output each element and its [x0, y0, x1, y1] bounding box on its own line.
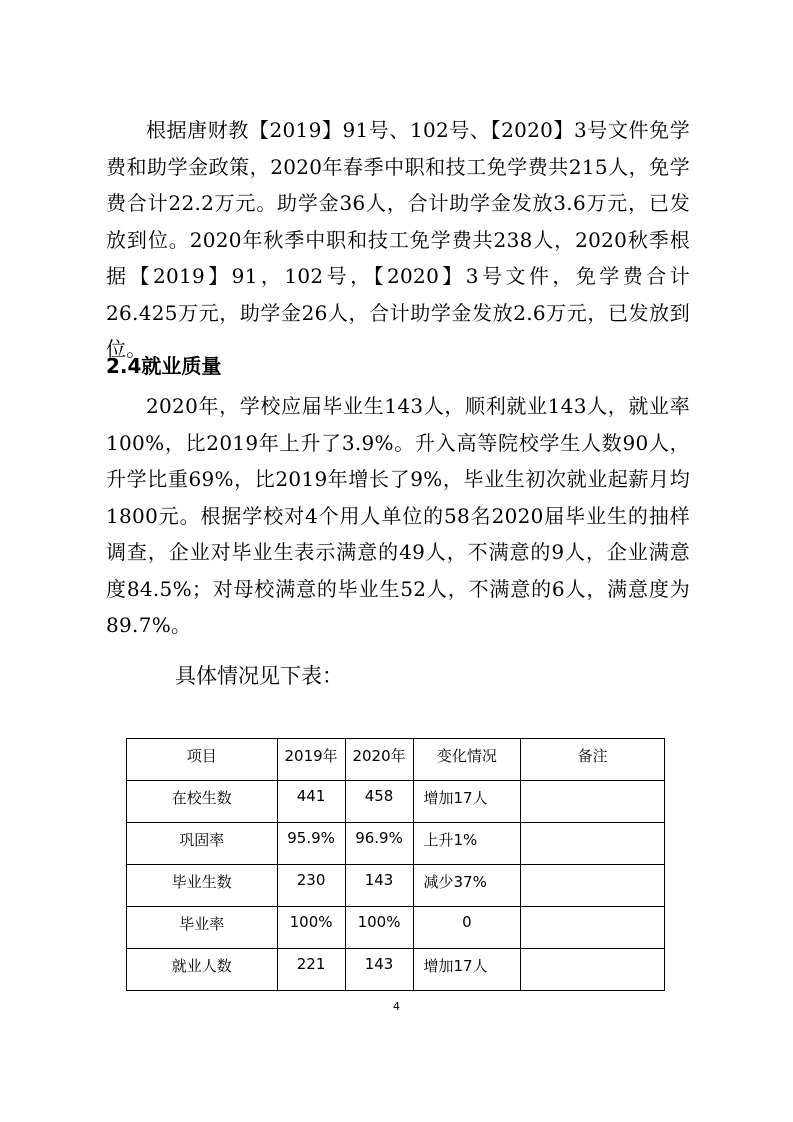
- cell-remarks: [521, 907, 665, 949]
- funding-paragraph: 根据唐财教【2019】91号、102号、【2020】3号文件免学费和助学金政策，2020年春季中职和技工免学费共215人，免学费合计22.2万元。助学金36人，合计助学金发放3.6万元，已发放到位。2020年秋季中职和技工免学费共238人，2020秋季根据【2019】91，102号，【2020】3号文件，免学费合计26.425万元，助学金26人，合计助学金发放2.6万元，已发放到位。: [106, 118, 690, 361]
- cell-remarks: [521, 781, 665, 823]
- cell-item: 在校生数: [127, 781, 278, 823]
- table-header-row: [127, 739, 665, 781]
- cell-2020: 96.9%: [345, 823, 413, 865]
- cell-item: 毕业率: [127, 907, 278, 949]
- page-number: 4: [393, 1000, 400, 1013]
- table-row: [127, 823, 665, 865]
- cell-change: 上升1%: [413, 823, 521, 865]
- cell-change: 增加17人: [413, 949, 521, 991]
- section-heading: 2.4就业质量: [106, 354, 222, 378]
- cell-2020: 143: [345, 949, 413, 991]
- header-2020: 2020年: [345, 739, 413, 781]
- cell-item: 巩固率: [127, 823, 278, 865]
- header-remarks: 备注: [521, 739, 665, 781]
- cell-2019: 95.9%: [277, 823, 345, 865]
- table-caption: 具体情况见下表：: [175, 664, 343, 688]
- table-row: [127, 781, 665, 823]
- cell-2019: 221: [277, 949, 345, 991]
- table-row: [127, 949, 665, 991]
- cell-2019: 230: [277, 865, 345, 907]
- cell-item: 毕业生数: [127, 865, 278, 907]
- cell-change: 0: [413, 907, 521, 949]
- header-2019: 2019年: [277, 739, 345, 781]
- cell-remarks: [521, 949, 665, 991]
- cell-2019: 441: [277, 781, 345, 823]
- cell-remarks: [521, 823, 665, 865]
- cell-item: 就业人数: [127, 949, 278, 991]
- cell-2020: 143: [345, 865, 413, 907]
- header-item: 项目: [127, 739, 278, 781]
- header-change: 变化情况: [413, 739, 521, 781]
- table-row: [127, 865, 665, 907]
- employment-paragraph: 2020年，学校应届毕业生143人，顺利就业143人，就业率100%，比2019年上升了3.9%。升入高等院校学生人数90人，升学比重69%，比2019年增长了9%，毕业生初次就业起薪月均1800元。根据学校对4个用人单位的58名2020届毕业生的抽样调查，企业对毕业生表示满意的49人，不满意的9人，企业满意度84.5%；对母校满意的毕业生52人，不满意的6人，满意度为89.7%。: [106, 394, 690, 637]
- cell-change: 减少37%: [413, 865, 521, 907]
- cell-change: 增加17人: [413, 781, 521, 823]
- cell-remarks: [521, 865, 665, 907]
- cell-2020: 100%: [345, 907, 413, 949]
- cell-2019: 100%: [277, 907, 345, 949]
- table-row: [127, 907, 665, 949]
- cell-2020: 458: [345, 781, 413, 823]
- statistics-table: [126, 738, 665, 991]
